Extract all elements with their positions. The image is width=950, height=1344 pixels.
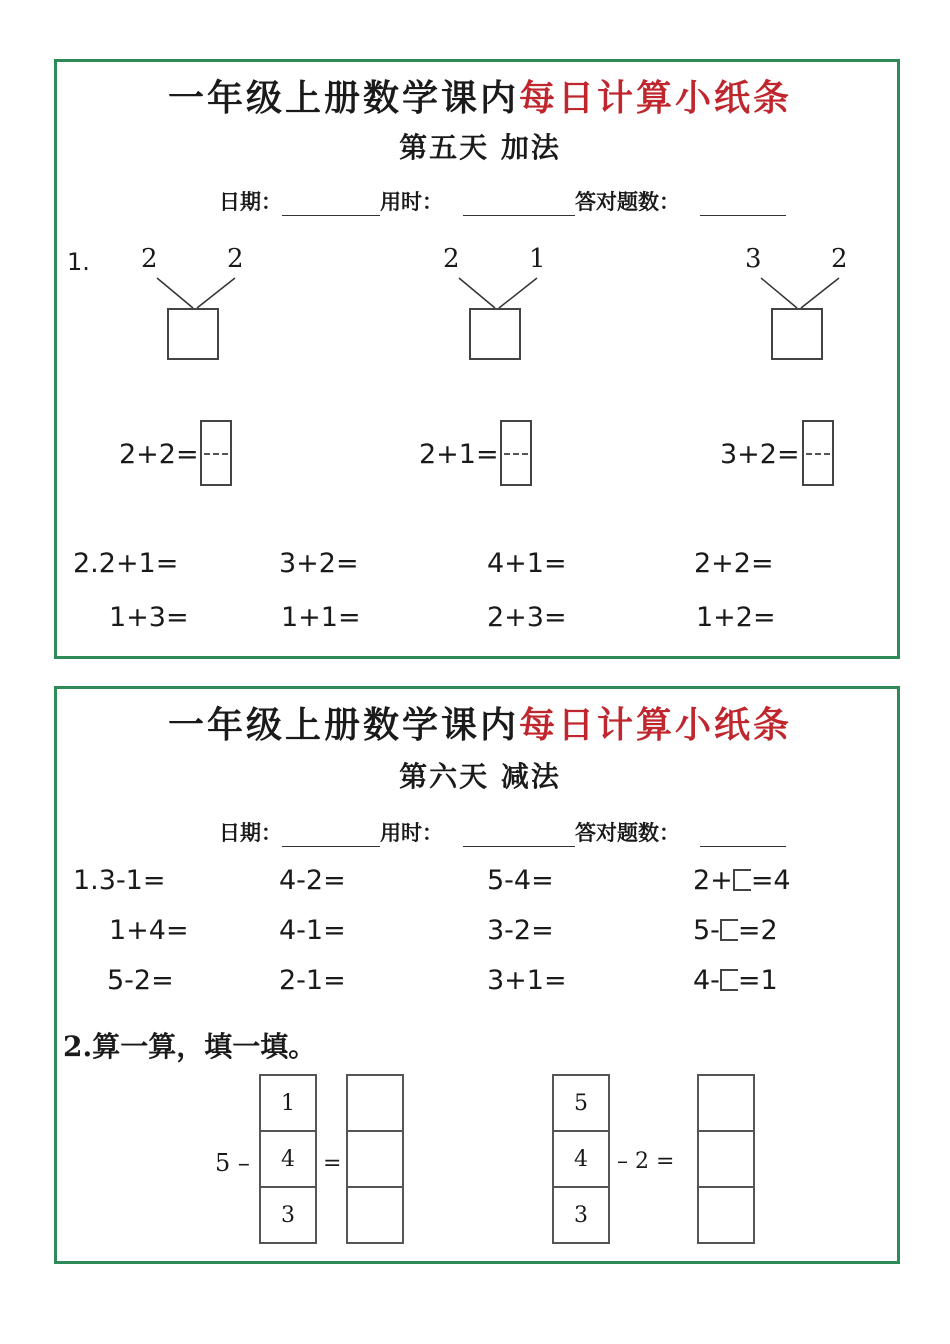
answer-split-box[interactable]: [802, 420, 834, 486]
bond-equation: 2+1=: [419, 439, 499, 470]
day-subtitle: 第六天 减法: [399, 760, 561, 793]
bond-answer-box[interactable]: [469, 308, 521, 360]
time-blank[interactable]: [463, 824, 575, 847]
answer-cell[interactable]: [697, 1074, 755, 1132]
correct-count-blank[interactable]: [700, 193, 786, 216]
equation-part: =1: [737, 965, 778, 996]
correct-count-label: 答对题数：: [575, 189, 680, 214]
answer-cell[interactable]: [697, 1186, 755, 1244]
answer-cell[interactable]: [346, 1074, 404, 1132]
equation-part: 4-: [693, 965, 720, 996]
equation: 2-1=: [279, 965, 346, 996]
date-label: 日期：: [219, 820, 282, 845]
worksheet-day6: [54, 686, 900, 1264]
missing-number-equation: [693, 865, 791, 896]
number-bond: [439, 238, 559, 368]
equation: 3+2=: [279, 548, 359, 579]
equation: 3+1=: [487, 965, 567, 996]
number-cell: 1: [259, 1074, 317, 1132]
correct-count-label: 答对题数：: [575, 820, 680, 845]
equation: 1+1=: [281, 602, 361, 633]
number-cell: 4: [259, 1130, 317, 1188]
equation: 1+4=: [109, 915, 189, 946]
correct-count-blank[interactable]: [700, 824, 786, 847]
number-column: [552, 1074, 610, 1244]
equation: 1+2=: [696, 602, 776, 633]
table-prefix: 5 –: [215, 1149, 250, 1177]
equation: 5-2=: [107, 965, 174, 996]
answer-cell[interactable]: [697, 1130, 755, 1188]
title-red-part: 每日计算小纸条: [519, 704, 793, 746]
date-blank[interactable]: [282, 824, 380, 847]
bond-answer-box[interactable]: [167, 308, 219, 360]
question-1-label: 1.: [67, 248, 90, 276]
equation: 4-1=: [279, 915, 346, 946]
missing-number-box[interactable]: [733, 869, 751, 891]
meta-row: [219, 817, 786, 847]
table-suffix: – 2 =: [617, 1149, 675, 1174]
worksheet-day5: [54, 59, 900, 659]
bond-equation: 3+2=: [720, 439, 800, 470]
time-label: 用时：: [380, 820, 443, 845]
equation-part: 2+: [693, 865, 733, 896]
equation: 2+3=: [487, 602, 567, 633]
answer-split-box[interactable]: [500, 420, 532, 486]
answer-column: [346, 1074, 404, 1244]
number-column: [259, 1074, 317, 1244]
bond-right-number: 2: [227, 244, 244, 274]
time-label: 用时：: [380, 189, 443, 214]
number-cell: 3: [259, 1186, 317, 1244]
equation: 1.3-1=: [73, 865, 166, 896]
bond-right-number: 1: [529, 244, 546, 274]
answer-column: [697, 1074, 755, 1244]
equation: 4-2=: [279, 865, 346, 896]
date-label: 日期：: [219, 189, 282, 214]
equation: 1+3=: [109, 602, 189, 633]
answer-split-box[interactable]: [200, 420, 232, 486]
bond-right-number: 2: [831, 244, 848, 274]
missing-number-equation: [693, 915, 778, 946]
title-black-part: 一年级上册数学课内: [167, 704, 519, 746]
bond-answer-box[interactable]: [771, 308, 823, 360]
time-blank[interactable]: [463, 193, 575, 216]
missing-number-box[interactable]: [720, 969, 738, 991]
equation: 5-4=: [487, 865, 554, 896]
missing-number-equation: [693, 965, 778, 996]
equation: 2.2+1=: [73, 548, 179, 579]
day-subtitle: 第五天 加法: [399, 131, 561, 164]
equation-part: =2: [737, 915, 778, 946]
title-black-part: 一年级上册数学课内: [167, 77, 519, 119]
number-cell: 3: [552, 1186, 610, 1244]
equation-part: 5-: [693, 915, 720, 946]
number-bond: [137, 238, 257, 368]
answer-cell[interactable]: [346, 1186, 404, 1244]
bond-left-number: 2: [141, 244, 158, 274]
missing-number-box[interactable]: [720, 919, 738, 941]
answer-cell[interactable]: [346, 1130, 404, 1188]
question-2-heading: 2.算一算，填一填。: [63, 1030, 317, 1063]
bond-left-number: 2: [443, 244, 460, 274]
worksheet-title: [57, 697, 903, 748]
equation: 2+2=: [694, 548, 774, 579]
number-bond: [741, 238, 861, 368]
equation: 4+1=: [487, 548, 567, 579]
equals-sign: =: [323, 1151, 342, 1176]
date-blank[interactable]: [282, 193, 380, 216]
number-cell: 5: [552, 1074, 610, 1132]
equation: 3-2=: [487, 915, 554, 946]
meta-row: [219, 186, 786, 216]
bond-left-number: 3: [745, 244, 762, 274]
bond-equation: 2+2=: [119, 439, 199, 470]
number-cell: 4: [552, 1130, 610, 1188]
worksheet-title: [57, 70, 903, 121]
title-red-part: 每日计算小纸条: [519, 77, 793, 119]
equation-part: =4: [750, 865, 791, 896]
